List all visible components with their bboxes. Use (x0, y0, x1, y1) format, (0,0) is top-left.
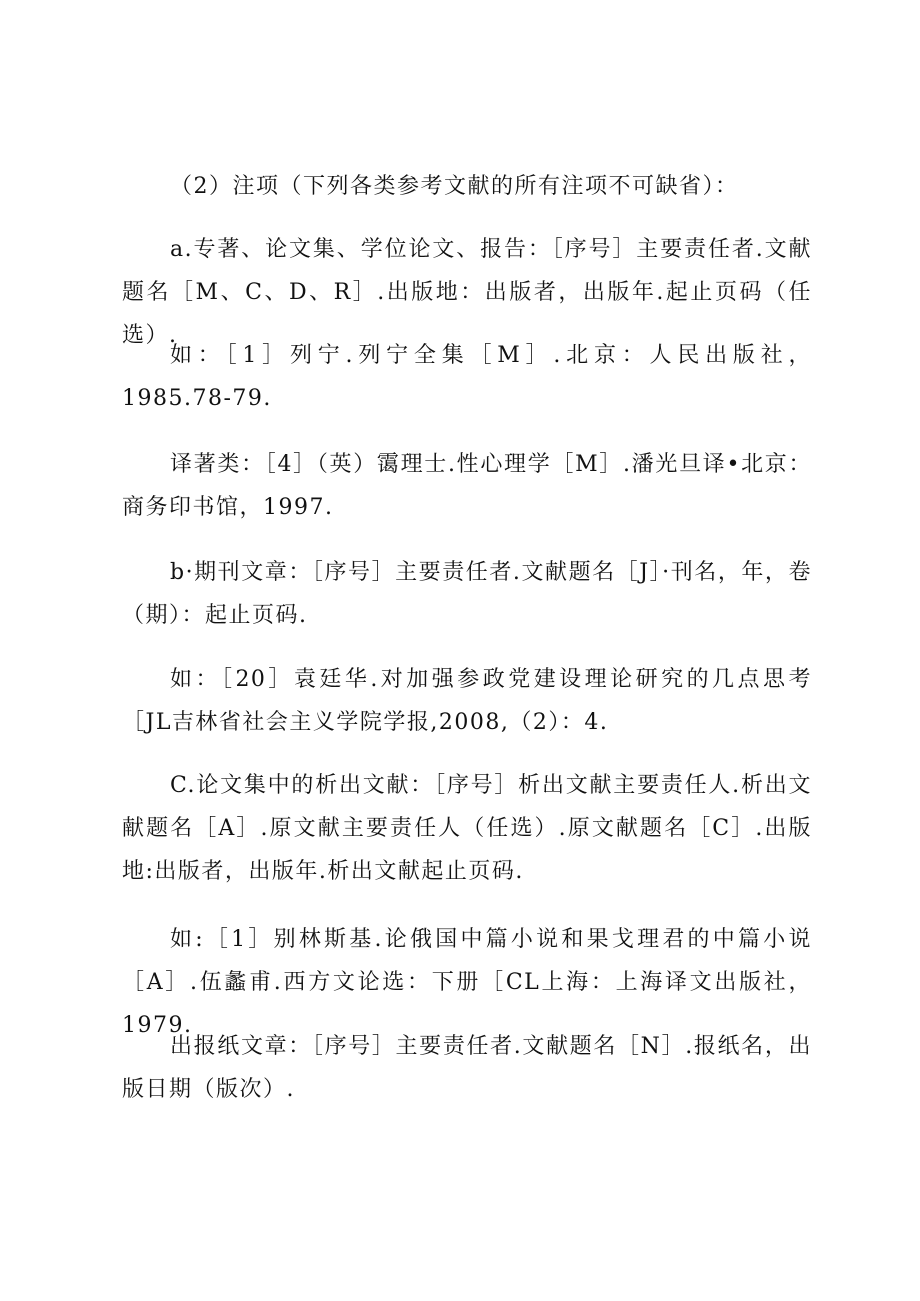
paragraph-monograph-format: a.专著、论文集、学位论文、报告：［序号］主要责任者.文献题名［M、C、D、R］.出版地：出版者，出版年.起止页码（任选）. (122, 237, 812, 348)
paragraph-translation-example: 译著类：［4］（英）霭理士.性心理学［M］.潘光旦译•北京：商务印书馆，1997. (122, 452, 812, 520)
paragraph-monograph-example: 如：［1］列宁.列宁全集［M］.北京：人民出版社，1985.78-79. (122, 343, 812, 411)
paragraph-anthology-format: C.论文集中的析出文献：［序号］析出文献主要责任人.析出文献题名［A］.原文献主要责任人（任选）.原文献题名［C］.出版地:出版者，出版年.析出文献起止页码. (122, 773, 812, 884)
paragraph-journal-format: b·期刊文章：［序号］主要责任者.文献题名［J］·刊名，年，卷（期）：起止页码. (122, 560, 812, 628)
paragraph-journal-example: 如：［20］袁廷华.对加强参政党建设理论研究的几点思考［JL吉林省社会主义学院学报,2008,（2）：4. (122, 667, 812, 735)
paragraph-notes-heading: （2）注项（下列各类参考文献的所有注项不可缺省）： (170, 174, 739, 199)
paragraph-newspaper-format: 出报纸文章：［序号］主要责任者.文献题名［N］.报纸名，出版日期（版次）. (122, 1034, 812, 1102)
paragraph-anthology-example: 如:［1］别林斯基.论俄国中篇小说和果戈理君的中篇小说［A］.伍蠡甫.西方文论选：下册［CL上海：上海译文出版社，1979. (122, 927, 812, 1038)
